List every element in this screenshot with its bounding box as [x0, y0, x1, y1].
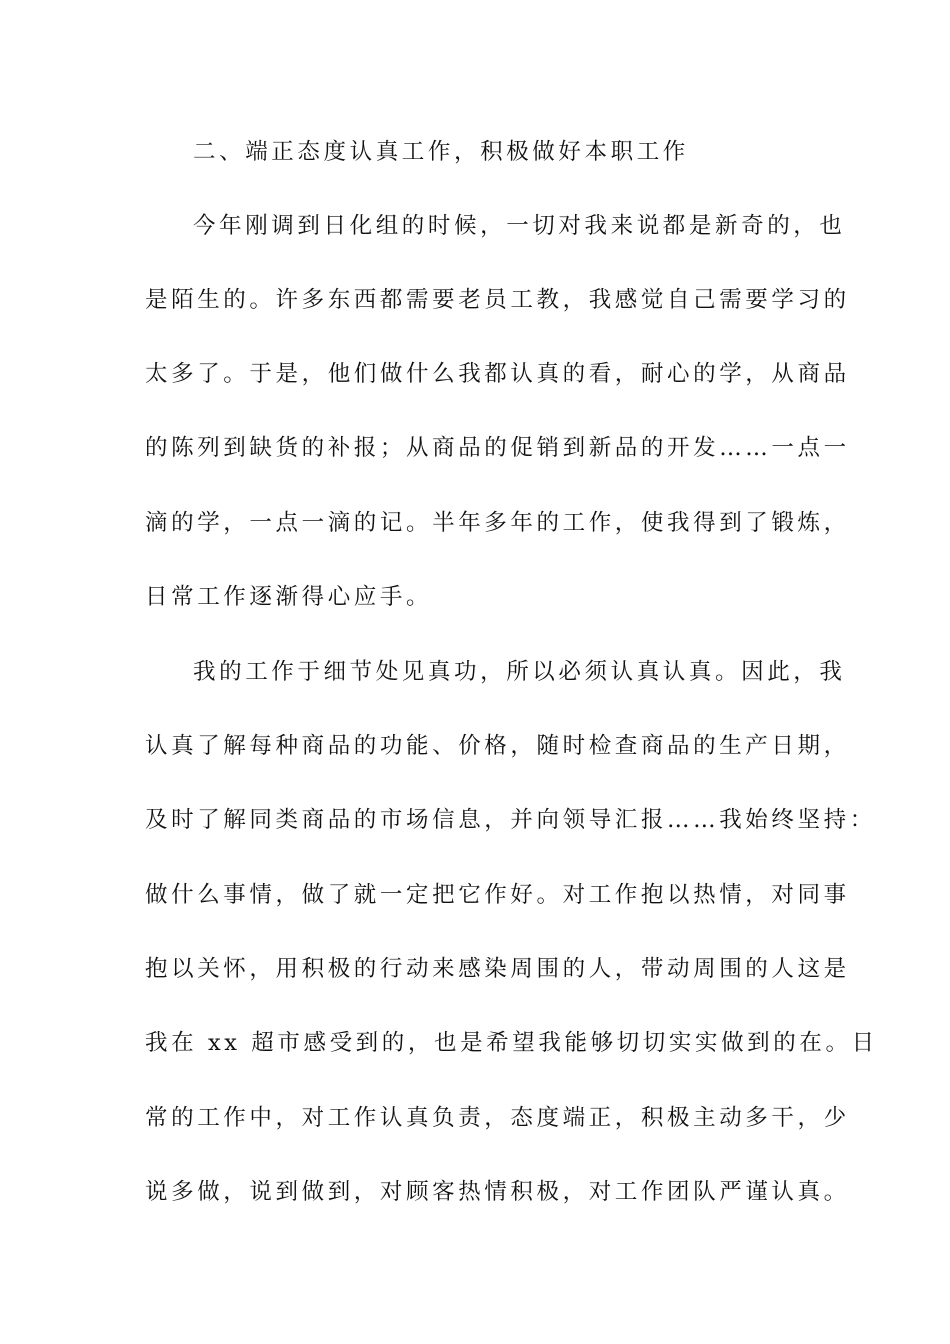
paragraph-2-line-2: 认真了解每种商品的功能、价格，随时检查商品的生产日期，	[145, 733, 850, 759]
paragraph-1-line-4: 的陈列到缺货的补报；从商品的促销到新品的开发……一点一	[145, 435, 850, 461]
paragraph-1-line-5: 滴的学，一点一滴的记。半年多年的工作，使我得到了锻炼，	[145, 510, 850, 536]
paragraph-2-line-1: 我的工作于细节处见真功，所以必须认真认真。因此，我	[193, 659, 846, 685]
paragraph-2-line-5: 抱以关怀，用积极的行动来感染周围的人，带动周围的人这是	[145, 956, 850, 982]
paragraph-1-line-1: 今年刚调到日化组的时候，一切对我来说都是新奇的，也	[193, 213, 846, 239]
paragraph-2-line-6: 我在 xx 超市感受到的，也是希望我能够切切实实做到的在。日	[145, 1030, 878, 1056]
paragraph-1-line-3: 太多了。于是，他们做什么我都认真的看，耐心的学，从商品	[145, 361, 850, 387]
paragraph-2-line-7: 常的工作中，对工作认真负责，态度端正，积极主动多干，少	[145, 1105, 850, 1131]
paragraph-1-line-2: 是陌生的。许多东西都需要老员工教，我感觉自己需要学习的	[145, 287, 850, 313]
paragraph-2-line-4: 做什么事情，做了就一定把它作好。对工作抱以热情，对同事	[145, 882, 850, 908]
section-heading: 二、端正态度认真工作，积极做好本职工作	[193, 139, 689, 165]
paragraph-2-line-8: 说多做，说到做到，对顾客热情积极，对工作团队严谨认真。	[145, 1179, 850, 1205]
paragraph-2-line-3: 及时了解同类商品的市场信息，并向领导汇报……我始终坚持：	[145, 807, 876, 833]
paragraph-1-line-6: 日常工作逐渐得心应手。	[145, 584, 433, 610]
